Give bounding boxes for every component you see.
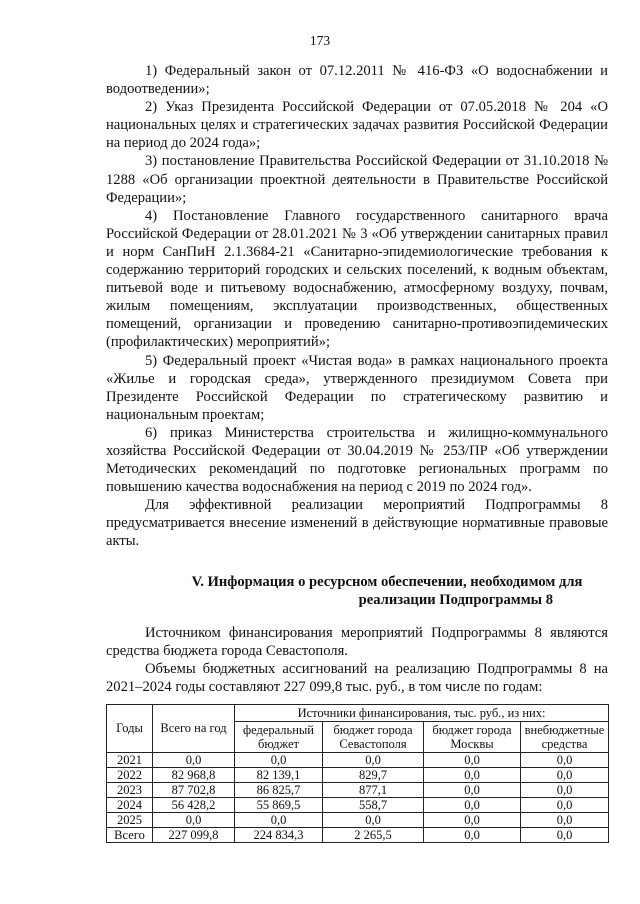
section-heading-line-2: реализации Подпрограммы 8 [358,592,553,609]
header-extrabudgetary: внебюджетные средства [521,721,609,752]
cell-sevastopol: 829,7 [323,767,424,782]
section-heading [106,573,608,610]
cell-extrabudgetary: 0,0 [521,767,609,782]
header-moscow-budget: бюджет города Москвы [424,721,521,752]
cell-total: 87 702,8 [153,782,235,797]
table-row [107,767,609,782]
legal-changes-paragraph: Для эффективной реализации мероприятий Подпрограммы 8 предусматривается внесение изменений в действующие нормативные правовые акты. [106,497,608,550]
cell-extrabudgetary: 0,0 [521,797,609,812]
table-row [107,812,609,827]
page-number: 173 [309,33,331,48]
law-item-5: 5) Федеральный проект «Чистая вода» в рамках национального проекта «Жилье и городская среда», утвержденного президиумом Совета при Президенте Российской Федерации по стратегическому развитию и национальным проектам; [106,352,608,423]
cell-moscow: 0,0 [424,782,521,797]
cell-total: 82 968,8 [153,767,235,782]
cell-moscow: 0,0 [424,767,521,782]
header-funding-sources: Источники финансирования, тыс. руб., из них: [235,704,609,721]
header-federal-budget: федеральный бюджет [235,721,323,752]
cell-year: 2024 [107,797,153,812]
law-item-6: 6) приказ Министерства строительства и жилищно-коммунального хозяйства Российской Федерации от 30.04.2019 № 253/ПР «Об утверждении Методических рекомендаций по подготовке региональных программ по повышению качества водоснабжения на период с 2019 по 2024 год». [106,424,608,496]
section-heading-line-1: V. Информация о ресурсном обеспечении, необходимом для [191,573,583,590]
cell-year: 2022 [107,767,153,782]
cell-extrabudgetary: 0,0 [521,752,609,767]
law-item-1: 1) Федеральный закон от 07.12.2011 № 416-ФЗ «О водоснабжении и водоотведении»; [106,63,608,98]
cell-sevastopol: 0,0 [323,812,424,827]
cell-federal: 82 139,1 [235,767,323,782]
document-body [106,62,608,843]
cell-sevastopol: 0,0 [323,752,424,767]
law-item-4: 4) Постановление Главного государственного санитарного врача Российской Федерации от 28.01.2021 № 3 «Об утверждении санитарных правил и норм СанПиН 2.1.3684-21 «Санитарно-эпидемиологические требования к содержанию территорий городских и сельских поселений, к водным объектам, питьевой воде и питьевому водоснабжению, атмосферному воздуху, почвам, жилым помещениям, эксплуатации производственных, общественных помещений, организации и проведению санитарно-противоэпидемических (профилактических) мероприятий»; [106,207,608,351]
funding-volume-paragraph: Объемы бюджетных ассигнований на реализацию Подпрограммы 8 на 2021–2024 годы составляют 227 099,8 тыс. руб., в том числе по годам: [106,660,608,695]
cell-sevastopol: 877,1 [323,782,424,797]
cell-extrabudgetary: 0,0 [521,812,609,827]
cell-moscow: 0,0 [424,812,521,827]
cell-year: 2023 [107,782,153,797]
cell-federal: 0,0 [235,812,323,827]
funding-source-paragraph: Источником финансирования мероприятий Подпрограммы 8 являются средства бюджета города Севастополя. [106,624,608,659]
cell-total: 0,0 [153,812,235,827]
cell-federal: 55 869,5 [235,797,323,812]
table-row [107,752,609,767]
table-row-total [107,827,609,842]
cell-total: 0,0 [153,752,235,767]
cell-federal: 86 825,7 [235,782,323,797]
cell-extrabudgetary: 0,0 [521,827,609,842]
cell-moscow: 0,0 [424,827,521,842]
table-row [107,782,609,797]
cell-year: Всего [107,827,153,842]
cell-moscow: 0,0 [424,752,521,767]
cell-sevastopol: 558,7 [323,797,424,812]
header-years: Годы [107,704,153,752]
law-item-3: 3) постановление Правительства Российской Федерации от 31.10.2018 № 1288 «Об организации проектной деятельности в Правительстве Российской Федерации»; [106,153,608,206]
cell-total: 227 099,8 [153,827,235,842]
cell-sevastopol: 2 265,5 [323,827,424,842]
header-sevastopol-budget: бюджет города Севастополя [323,721,424,752]
cell-federal: 0,0 [235,752,323,767]
cell-moscow: 0,0 [424,797,521,812]
cell-total: 56 428,2 [153,797,235,812]
header-total-per-year: Всего на год [153,704,235,752]
cell-year: 2021 [107,752,153,767]
cell-federal: 224 834,3 [235,827,323,842]
table-row [107,797,609,812]
cell-year: 2025 [107,812,153,827]
cell-extrabudgetary: 0,0 [521,782,609,797]
funding-table [106,704,609,843]
law-item-2: 2) Указ Президента Российской Федерации от 07.05.2018 № 204 «О национальных целях и стратегических задачах развития Российской Федерации на период до 2024 года»; [106,99,608,152]
